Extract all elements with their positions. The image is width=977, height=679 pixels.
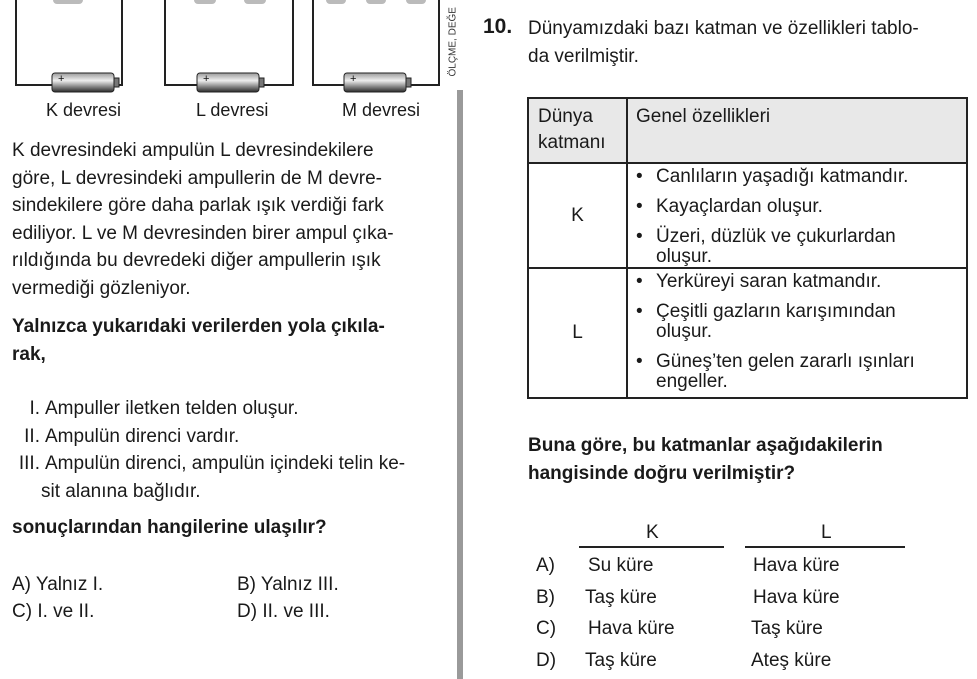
table-row-k-layer: K — [528, 163, 627, 268]
answer-header-rule-k — [579, 546, 724, 548]
bulb-icon — [194, 0, 216, 4]
table-row-l-features: • Yerküreyi saran katmandır. • Çeşitli gazların karışımından oluşur. • Güneş’ten gelen zararlı ışınları engeller. — [627, 268, 967, 398]
bulb-icon — [366, 0, 386, 4]
circuit-label: M devresi — [342, 100, 421, 120]
question-9-question: sonuçlarından hangilerine ulaşılır? — [12, 517, 327, 538]
answer-a-letter[interactable]: A) — [536, 555, 555, 576]
answer-b-k: Taş küre — [585, 587, 657, 608]
answer-c-l: Taş küre — [751, 618, 823, 639]
answer-b-letter[interactable]: B) — [536, 587, 555, 608]
circuit-label: L devresi — [196, 100, 269, 120]
answer-d-letter[interactable]: D) — [536, 650, 557, 671]
table-header-layer: Dünya katmanı — [528, 98, 627, 163]
answer-c-k: Hava küre — [588, 618, 675, 639]
answer-header-rule-l — [745, 546, 905, 548]
table-header-features: Genel özellikleri — [627, 98, 967, 163]
bulb-icon — [406, 0, 426, 4]
option-b[interactable]: B) Yalnız III. — [237, 574, 339, 595]
table-row-k-features: • Canlıların yaşadığı katmandır. • Kayaçlardan oluşur. • Üzeri, düzlük ve çukurlardan oluşur. — [627, 163, 967, 268]
side-label: ÖLÇME, DEĞE — [447, 7, 459, 77]
answer-d-k: Taş küre — [585, 650, 657, 671]
column-divider — [457, 90, 463, 679]
table-row-l-layer: L — [528, 268, 627, 398]
question-10-intro: Dünyamızdaki bazı katman ve özellikleri tablo- da verilmiştir. — [528, 18, 919, 67]
circuit-label: K devresi — [46, 100, 122, 120]
answer-header-l: L — [821, 522, 832, 543]
option-c[interactable]: C) I. ve II. — [12, 601, 95, 622]
answer-c-letter[interactable]: C) — [536, 618, 557, 639]
svg-text:+: + — [203, 73, 210, 85]
answer-a-l: Hava küre — [753, 555, 840, 576]
svg-text:+: + — [58, 73, 65, 85]
svg-text:+: + — [350, 73, 357, 85]
option-a[interactable]: A) Yalnız I. — [12, 574, 104, 595]
answer-b-l: Hava küre — [753, 587, 840, 608]
answer-header-k: K — [646, 522, 659, 543]
option-d[interactable]: D) II. ve III. — [237, 601, 330, 622]
bulb-icon — [244, 0, 266, 4]
question-10-number: 10. — [483, 15, 513, 38]
battery-icon — [50, 70, 120, 94]
question-9-items: I. Ampuller iletken telden oluşur. II. Ampulün direnci vardır. III. Ampulün direnci, ampulün içindeki telin ke- sit alanına bağlıdır. — [18, 398, 406, 502]
question-9-paragraph: K devresindeki ampulün L devresindekilere göre, L devresindeki ampullerin de M devre- sindekilere göre daha parlak ışık verdiği fark ediliyor. L ve M devresinden birer ampul çıka- rıldığında bu devredeki diğer ampullerin ışık vermediği gözleniyor. — [12, 140, 394, 299]
answer-d-l: Ateş küre — [751, 650, 832, 671]
layers-table — [527, 97, 968, 399]
battery-icon — [342, 70, 412, 94]
bulb-icon — [53, 0, 83, 4]
answer-a-k: Su küre — [588, 555, 654, 576]
question-10-question: Buna göre, bu katmanlar aşağıdakilerin hangisinde doğru verilmiştir? — [528, 435, 883, 484]
question-9-prompt: Yalnızca yukarıdaki verilerden yola çıkıla- rak, — [12, 316, 385, 365]
battery-icon — [195, 70, 265, 94]
bulb-icon — [326, 0, 346, 4]
